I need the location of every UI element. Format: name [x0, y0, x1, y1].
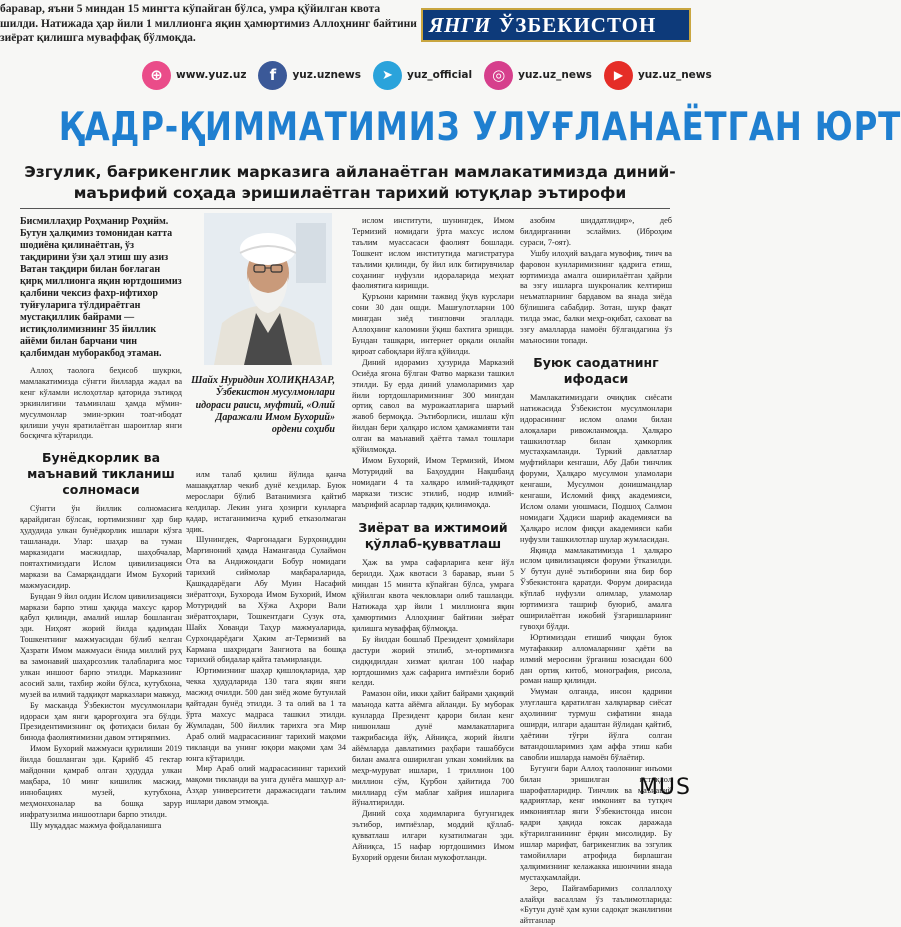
divider [20, 208, 670, 209]
paragraph: Шунингдек, Фарғонадаги Бурҳониддин Марғиноний ҳамда Наманганда Сулаймон Ота ва Андижондаги Бобур номидаги тарихий сиймолар мақбараларида, Қашқадарёдаги Абу Муин Насафий зиёратгоҳи, Бухорода Имом Бухорий, Имом Мотуридий ва Хўжа Аҳрори Вали зиёратгоҳлари, Тошкентдаги Сузук ота, Шайх Хованди Таҳур мажмуаларида, Сурхондарёдаги Ҳаким ат-Термизий ва Кармана шаҳридаги Зангиота ва бошқа тарихий обидалар қайта таъмирланди. [186, 535, 346, 665]
paragraph: илм талаб қилиш йўлида қанча машаққатлар чекиб дунё кездилар. Буюк мерослари бўлиб Ватанимизга қайтиб келдилар. Лекин унга ҳозирги кунларга қадар, истаганимизча қуриб етказолмаган эдик. [186, 470, 346, 534]
paragraph: Диний соҳа ходимларига бугунгидек эътибор, имтиёзлар, моддий қўллаб-қувватлаш илгари кузатилмаган эди. Айниқса, 15 нафар юртдошимиз Имом Бухорий ордени билан мукофотланди. [352, 809, 514, 862]
paragraph: Аллоҳ таолога беҳисоб шукрки, мамлакатимизда сўнгги йилларда жадал ва кенг кўламли ислоҳотлар қаторида эътиқод эркинлигини таъминлаш ҳамда мўмин-мусулмонлар эмин-эркин тоат-ибодат қилиши учун яратилаётган шароитлар янги босқичга кўтарилди. [20, 366, 182, 441]
paragraph: Юртимиздан етишиб чиққан буюк мутафаккир алломаларнинг ҳаёти ва илмий меросини ўрганиш юзасидан 600 дан ортиқ китоб, монография, рисола, роман нашр қилинди. [520, 632, 672, 686]
paragraph: Шу муқаддас мажмуа фойдаланишга [30, 820, 162, 830]
paragraph: Бу йилдан бошлаб Президент ҳомийлари дастури жорий этилиб, эл-юртимизга сидқидилдан хизмат қилган 100 нафар юртдошимиз ҳаж сафарига имтиёзли бориб келди. [352, 634, 514, 688]
paragraph: Сўнгги ўн йиллик солномасига қарайдиган бўлсак, юртимизнинг ҳар бир ҳудудида улкан бунёдкорлик ишлари кўзга ташланади. Улар: шаҳар ва туман марказидаги масжидлар, шаҳобчалар, поятахтимиздаги Ислом цивилизацияси маркази ва Самарқанддаги Имом Бухорий мажмуасидир. [20, 504, 182, 590]
author-photo [204, 213, 332, 365]
paragraph: Зеро, Пайғамбаримиз соллаллоҳу алайҳи васаллам ўз таълимотларида: «Бутун дунё ҳам куни садоқат эканлигини айтганлар [520, 883, 672, 926]
column-1 [20, 216, 182, 830]
column-2-lower [186, 470, 346, 807]
social-link-facebook[interactable] [258, 61, 361, 90]
article-subheadline: Эзгулик, бағрикенглик марказига айланаётган мамлакатимизда диний-маърифий соҳада эришилаётган тарихий ютуқлар эътирофи [24, 163, 676, 202]
masthead-uzbekiston: ЎЗБЕКИСТОН [498, 12, 657, 37]
social-label: yuz_official [407, 69, 473, 81]
column-3 [352, 216, 514, 862]
social-link-youtube[interactable] [604, 61, 712, 90]
social-link-instagram[interactable] [484, 61, 592, 90]
article-headline: ҚАДР-ҚИММАТИМИЗ УЛУҒЛАНАЁТГАН ЮРТ [58, 105, 901, 150]
article-lead: Бисмиллаҳир Роҳманир Роҳийм. Бутун ҳалқимиз томонидан катта шодиёна қилинаётган, ўз тақдирини ўзи ҳал этиш шу азиз Ватан тақдири билан боғлаган қирқ миллионга яқин юртдошимиз қалбини чексиз фахр-ифтихор туйғуларига тўлдираётган мустақиллик байрами — истиқлолимизнинг 35 йиллик айёми билан барчани чин қалбимдан муборакбод этаман. [20, 216, 182, 359]
social-label: yuz.uznews [292, 69, 361, 81]
youtube-icon: ▶ [604, 61, 633, 90]
newspaper-masthead [421, 8, 691, 42]
social-label: www.yuz.uz [176, 69, 247, 81]
photo-caption [185, 375, 335, 436]
paragraph: Диний идорамиз ҳузурида Марказий Осиёда ягона бўлган Фатво маркази ташкил этилди. Бу ерда диний уламоларимиз ҳар йили юртдошларимизнинг 300 мингдан ортиқ савол ва мурожаатларига шаръий жавоб бермоқда. Эътиборлиси, ишлаш кўп йилдан бери ҳалқаро ислом ҳамжамияти тан олган ва маънавий ҳаётга тамал тошлари қўйилмоқда. [352, 357, 514, 455]
paragraph: Бугунги бари Аллоҳ таолонинг инъоми билан эришилган истиқлол шарофатларидир. Тинчлик ва маънавий қадриятлар, кенг имконият ва тутқич имкониятлар янги Ўзбекистонда инсон қадри ҳақида юксак даражада кўтарилганининг ёрқин мисолидир. Бу ишлар марифат, бағрикенглик ва эзгулик тамойиллари атрофида бирлашган ҳалқимизнинг келажакка ишончини янада мустаҳкамлайди. [520, 763, 672, 882]
caption-name: Шайх Нуриддин ХОЛИҚНАЗАР, [191, 375, 335, 386]
paragraph: Мир Араб олий мадрасасининг тарихий мақоми тикланди ва унга дунёга машҳур ал-Азҳар университети даражасидаги таълим ишлари давом этмоқда. [186, 764, 346, 807]
corner-watermark: MUS [638, 775, 691, 800]
section-heading: Бунёдкорлик ва маънавий тикланиш солномаси [27, 450, 175, 498]
paragraph: ислом институти, шунингдек, Имом Термизий номидаги ўрта махсус ислом таълим муассасаси фаолият бошлади. Тошкент ислом институтида магистратура таълими қилинди, бу йил илк битирувчилар соҳанинг нуфузли идораларида меҳнат фаолиятига киришди. [352, 216, 514, 291]
telegram-icon: ➤ [373, 61, 402, 90]
portrait-illustration [204, 213, 332, 365]
instagram-icon: ◎ [484, 61, 513, 90]
paragraph: Умуман олганда, инсон қадрини улуғлашга қаратилган халқпарвар сиёсат аҳолининг турмуш сифатини янада оширди, илгари адаштан йўлидан қайтиб, ҳаётини тўғри йўлга солган ватандошларимиз ҳам аффа этиш каби савобли ишларда намоён бўлаётир. [520, 687, 672, 762]
social-link-telegram[interactable] [373, 61, 472, 90]
top-strip [0, 0, 691, 50]
paragraph: Ушбу илоҳий ваъдага мувофиқ, тинч ва фаровон кунларимизнинг қадрига етиш, юртимизда амалга оширилаётган ҳайрли ва эзгу ишларга шукроналик келтириш неъматларнинг бардавом ва янада зиёда бўлишига сабабдир. Зотан, шукр фақат тилда эмас, балки меҳр-оқибат, саховат ва эзгу амалларда намоён бўлгандагина ўз маъносини топади. [520, 248, 672, 345]
paragraph: Юртимизнинг шаҳар қишлоқларида, ҳар чекка ҳудудларида 130 тага яқин янги масжид очилди. 500 дан зиёд жоме бутунлай қайтадан бунёд этилди. 3 та олий ва 1 та ўрта махсус мадраса ташкил этилди. Жумладан, 500 йиллик тарихга эга Мир Араб олий мадрасасининг тарихий мақоми тикланди ва унинг юқори мақоми ҳам 34 юнга кўтарилди. [186, 666, 346, 763]
social-link-website[interactable] [142, 61, 246, 90]
section-heading: Зиёрат ва ижтимоий қўллаб-қувватлаш [358, 520, 508, 552]
paragraph: Қуръони каримни тажвид ўқув курслари сони 30 дан ошди. Машғулотларни 100 мингдан зиёд тингловчи эгаллади. Аллоҳнинг каломини ўқиш бахтига эришди. Бундан ташқари, интернет орқали онлайн қироат сабоқлари йўлга қўйилди. [352, 292, 514, 356]
paragraph: азобим шиддатлидир», деб билдирганини эслаймиз. (Иброҳим сураси, 7-оят). [520, 216, 672, 247]
social-label: yuz.uz_news [518, 69, 592, 81]
paragraph: Мамлакатимиздаги очиқлик сиёсати натижасида Ўзбекистон мусулмонлари идорасининг ислом олами билан алоқалари ривожланмоқда. Ҳалқаро ташкилотлар билан ҳамкорлик мустаҳкамланди. Туркий давлатлар муфтийлари кенгаши, Абу Даби тинчлик форуми, Ҳалқаро мусулмон уламолари кенгаши, Мусулмон донишмандлар кенгаши, Исломий фиқҳ академияси, Ислом олами уюшмаси, Подшоҳ Салмон номидаги Ҳадиси шариф академияси ва Ҳалқаро ислом фиқҳи академияси каби нуфузли ташкилотлар шулар жумласидан. [520, 392, 672, 544]
social-links-bar [0, 54, 712, 96]
facebook-icon: f [258, 61, 287, 90]
paragraph: Бу масканда Ўзбекистон мусулмонлари идораси ҳам янги қарорғоҳига эга бўлди. Президентимизнинг оқ фотиҳаси билан бу бинода фаолиятимизни давом эттиряпмиз. [20, 700, 182, 743]
social-label: yuz.uz_news [637, 69, 712, 81]
section-heading: Буюк саодатнинг ифодаси [533, 354, 659, 386]
previous-page-text: баравар, яъни 5 миндан 15 мингта кўпайган бўлса, умра қўйилган квота шилди. Натижада ҳар йили 1 миллионга яқин ҳамюртимиз Аллоҳнинг байтини зиёрат қилишга муваффақ бўлмоқда. [0, 3, 417, 44]
dribbble-icon: ⊕ [142, 61, 171, 90]
paragraph: Яқинда мамлакатимизда 1 ҳалқаро ислом цивилизацияси форуми ўтказилди. У бутун дунё эътиборини яна бир бор Ўзбекистонга қаратди. Форум доирасида кўплаб нуфузли олимлар, уламолар юртимизга ташриф буюриб, амалга оширилаётган ижобий ўзгаришларнинг гувоҳи бўлди. [520, 545, 672, 631]
paragraph: Рамазон ойи, икки ҳайит байрами ҳақиқий маънода катта айёмга айланди. Бу муборак кунларда Президент қарори билан кенг нишонлаш дунё мамлакатларига тажрибасида йўқ. Айниқса, жорий йилги айёмларда давлатимиз раҳбари ташаббуси билан амалга оширилган улкан хомийлик ва меҳр-муруват ишлари, 1 триллион 100 миллион сўм, Қурбон ҳайитида 700 миллиард сўм маблағ хайрия ишларига йўналтирилди. [352, 689, 514, 808]
paragraph: Имом Бухорий мажмуаси қурилиши 2019 йилда бошланган эди. Қарийб 45 гектар майдонни қамраб олган ҳудудда улкан мақбара, 10 минг кишилик масжид, иннобациях музей, кутубхона, меҳмонхоналар ва бошқа зарур инфратузилма иншоотлари барпо этилди. [20, 744, 182, 819]
column-4 [520, 216, 672, 926]
paragraph: Бундан 9 йил олдин Ислом цивилизацияси маркази барпо этиш ҳақида махсус қарор қабул қилинди, амалий ишлар бошланган эди. Ниҳоят жорий йилда қадимдан Тошкентнинг мажмуасидан бўлиб келган Ҳазрати Имом мажмуаси ёнида миллий руҳ ва замонавий шаҳарсозлик талабларига мос улкан иншоот барпо этилди. Марказнинг асосий зали, тахбир жойи бўлса, кутубхона, музей ва илмий тадқиқот марказлари мавжуд. [20, 591, 182, 699]
paragraph: Ҳаж ва умра сафарларига кенг йўл берилди. Ҳаж квотаси 3 баравар, яъни 5 миндан 15 мингта кўпайган бўлса, умрага қўйилган квота чекловлари олиб ташланди. Натижада ҳар йили 1 миллионга яқин ҳамюртимиз Аллоҳнинг байтини зиёрат қилишга муваффақ бўлмоқда. [352, 558, 514, 633]
masthead-yangi: ЯНГИ [429, 12, 491, 37]
paragraph: Имом Бухорий, Имом Термизий, Имом Мотуридий ва Баҳоуддин Нақшбанд номидаги 4 та халқаро илмий-тадқиқот маркази тизсис этилиб, нодир илмий-маърифий асарлар тадқиқ қилинмоқда. [352, 455, 514, 509]
caption-role: Ўзбекистон мусулмонлари идораси раиси, муфтий, «Олий Даражали Имом Бухорий» ордени соҳиби [195, 387, 335, 436]
